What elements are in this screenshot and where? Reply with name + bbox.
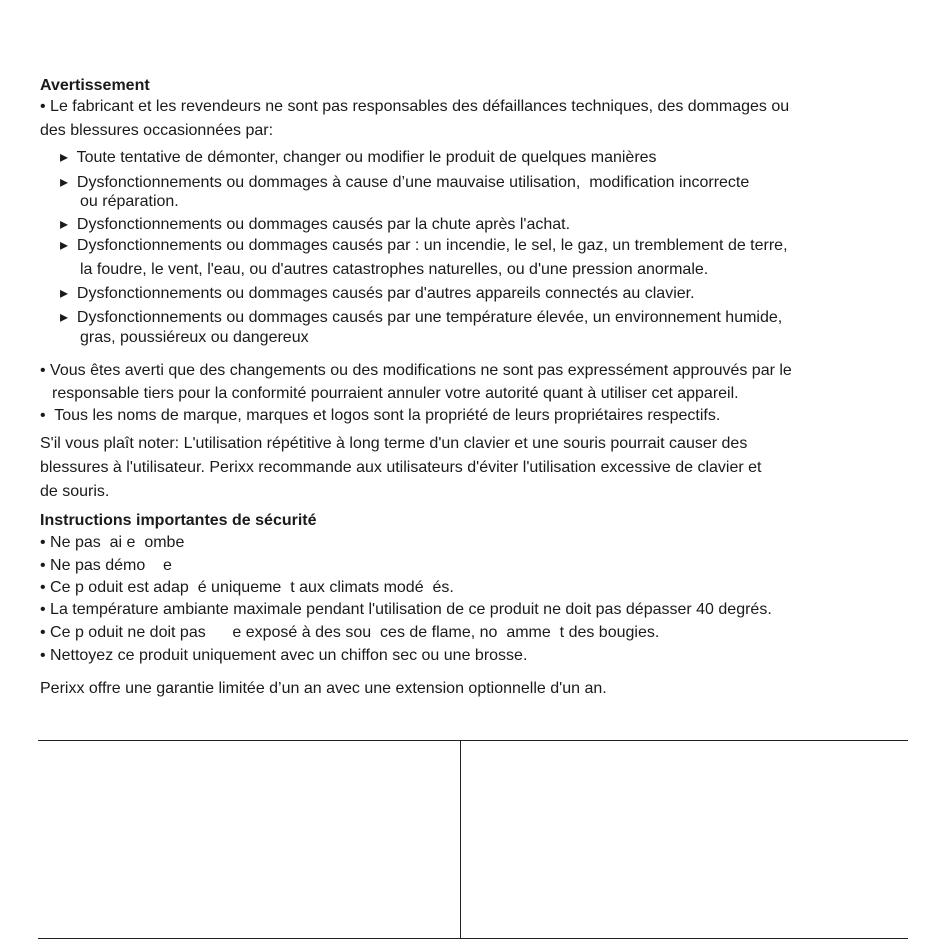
sub-item-demonter: ▸ Toute tentative de démonter, changer ou modifier le produit de quelques manières [60,149,657,166]
instruction-3: • Ce p oduit est adap é uniqueme t aux climats modé és. [40,579,454,596]
bullet-fabricant-cont: des blessures occasionnées par: [40,122,274,139]
bullet-fabricant: • Le fabricant et les revendeurs ne sont pas responsables des défaillances techniques, des dommages ou [40,98,790,115]
instruction-1: • Ne pas ai e ombe [40,534,185,551]
note-line-1: S'il vous plaît noter: L'utilisation répétitive à long terme d'un clavier et une souris pourrait causer des [40,435,748,452]
instruction-2: • Ne pas démo e [40,557,172,574]
sub-item-chute: ▸ Dysfonctionnements ou dommages causés par la chute après l'achat. [60,216,571,233]
note-line-3: de souris. [40,483,110,500]
sub-item-temperature: ▸ Dysfonctionnements ou dommages causés par une température élevée, un environnement humide, [60,309,783,326]
sub-item-incendie: ▸ Dysfonctionnements ou dommages causés par : un incendie, le sel, le gaz, un tremblement de terre, [60,237,788,254]
heading-instructions: Instructions importantes de sécurité [40,512,317,529]
note-line-2: blessures à l'utilisateur. Perixx recommande aux utilisateurs d'éviter l'utilisation excessive de clavier et [40,459,762,476]
sub-item-mauvaise-utilisation-cont: ou réparation. [80,193,179,210]
bullet-averti-cont: responsable tiers pour la conformité pourraient annuler votre autorité quant à utiliser cet appareil. [52,385,739,402]
sub-item-mauvaise-utilisation: ▸ Dysfonctionnements ou dommages à cause d’une mauvaise utilisation, modification incorrecte [60,174,750,191]
warranty-line: Perixx offre une garantie limitée d’un an avec une extension optionnelle d'un an. [40,680,607,697]
bullet-marques: • Tous les noms de marque, marques et logos sont la propriété de leurs propriétaires respectifs. [40,407,721,424]
heading-avertissement: Avertissement [40,77,150,94]
table-bottom-rule [38,938,908,939]
sub-item-appareils: ▸ Dysfonctionnements ou dommages causés par d'autres appareils connectés au clavier. [60,285,695,302]
sub-item-temperature-cont: gras, poussiéreux ou dangereux [80,329,309,346]
instruction-6: • Nettoyez ce produit uniquement avec un chiffon sec ou une brosse. [40,647,528,664]
instruction-4: • La température ambiante maximale pendant l'utilisation de ce produit ne doit pas dépasser 40 degrés. [40,601,772,618]
sub-item-incendie-cont: la foudre, le vent, l'eau, ou d'autres catastrophes naturelles, ou d'une pression anormale. [80,261,709,278]
bullet-averti: • Vous êtes averti que des changements ou des modifications ne sont pas expressément approuvés par le [40,362,792,379]
table-middle-divider [460,740,461,939]
instruction-5: • Ce p oduit ne doit pas e exposé à des sou ces de flame, no amme t des bougies. [40,624,660,641]
table-top-rule [38,740,908,741]
